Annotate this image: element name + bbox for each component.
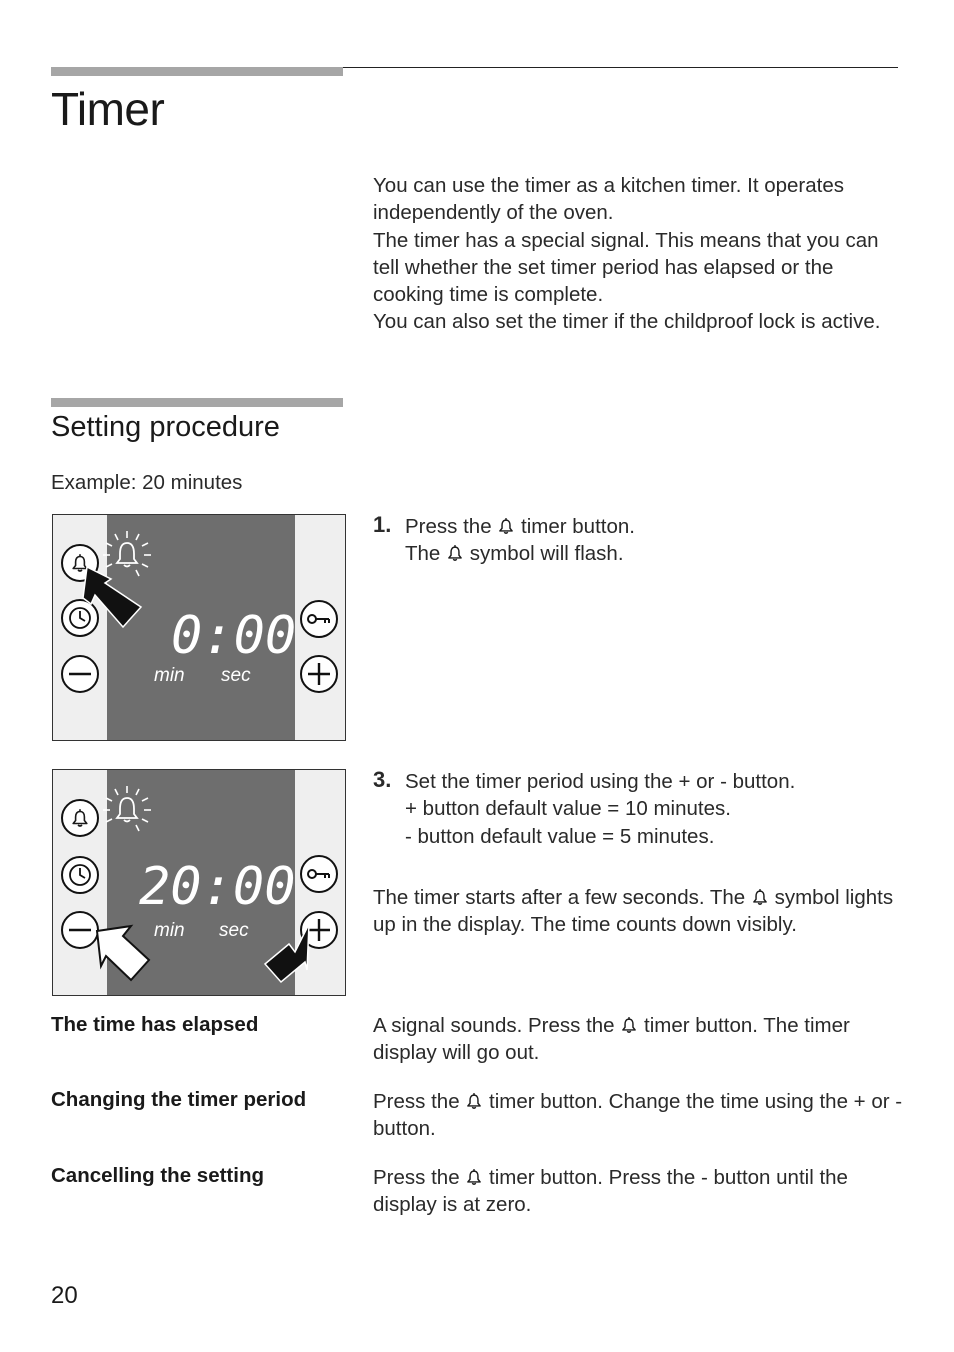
page-title: Timer: [51, 83, 165, 135]
intro-text: [373, 172, 903, 336]
minus-button[interactable]: [62, 656, 98, 692]
min-label: min: [154, 920, 185, 941]
elapsed-text: A signal sounds. Press the timer button. The timer display will go out.: [373, 1014, 850, 1065]
control-panel-step-3: [52, 769, 346, 996]
clock-button[interactable]: [62, 600, 98, 636]
section-title: Setting procedure: [51, 411, 280, 443]
step-3: [373, 768, 913, 858]
step-1-line-1: Press the timer button.: [405, 515, 635, 538]
page-number: 20: [51, 1282, 78, 1309]
childproof-lock-button[interactable]: [301, 601, 337, 637]
sec-label: sec: [219, 920, 249, 941]
changing-label: Changing the timer period: [51, 1088, 307, 1111]
step-3-line-3: - button default value = 5 minutes.: [405, 824, 715, 848]
elapsed-label: The time has elapsed: [51, 1013, 259, 1036]
cancelling-label: Cancelling the setting: [51, 1164, 264, 1187]
time-display: 20:00: [139, 857, 296, 917]
title-rule: [51, 67, 343, 76]
intro-paragraph-1: You can use the timer as a kitchen timer. It operates independently of the oven.: [373, 174, 844, 225]
step-3-note: The timer starts after a few seconds. The symbol lights up in the display. The time counts down visibly.: [373, 886, 894, 937]
top-rule: [343, 67, 898, 68]
intro-paragraph-3: You can also set the timer if the childproof lock is active.: [373, 310, 881, 334]
plus-button[interactable]: [301, 656, 337, 692]
step-1-line-2: The symbol will flash.: [405, 542, 624, 566]
bell-icon: [465, 1092, 483, 1110]
bell-icon: [751, 888, 769, 906]
intro-paragraph-2: The timer has a special signal. This means that you can tell whether the set timer period has elapsed or the cooking time is complete.: [373, 228, 879, 307]
cancelling-text: Press the timer button. Press the - button until the display is at zero.: [373, 1166, 848, 1217]
min-label: min: [154, 665, 185, 686]
changing-text: Press the timer button. Change the time using the + or - button.: [373, 1090, 903, 1141]
bell-icon: [465, 1168, 483, 1186]
bell-icon: [620, 1016, 638, 1034]
sec-label: sec: [221, 665, 251, 686]
step-3-line-2: + button default value = 10 minutes.: [405, 797, 731, 821]
step-number: 3.: [373, 767, 392, 792]
bell-icon: [446, 544, 464, 562]
step-3-line-1: Set the timer period using the + or - button.: [405, 770, 796, 793]
clock-button[interactable]: [62, 857, 98, 893]
step-1: [373, 513, 913, 573]
minus-button[interactable]: [62, 912, 98, 948]
example-caption: Example: 20 minutes: [51, 471, 243, 494]
step-number: 1.: [373, 512, 392, 537]
childproof-lock-button[interactable]: [301, 856, 337, 892]
time-display: 0:00: [171, 606, 297, 666]
timer-button[interactable]: [62, 800, 98, 836]
control-panel-step-1: [52, 514, 346, 741]
bell-icon: [497, 517, 515, 535]
section-rule: [51, 398, 343, 407]
